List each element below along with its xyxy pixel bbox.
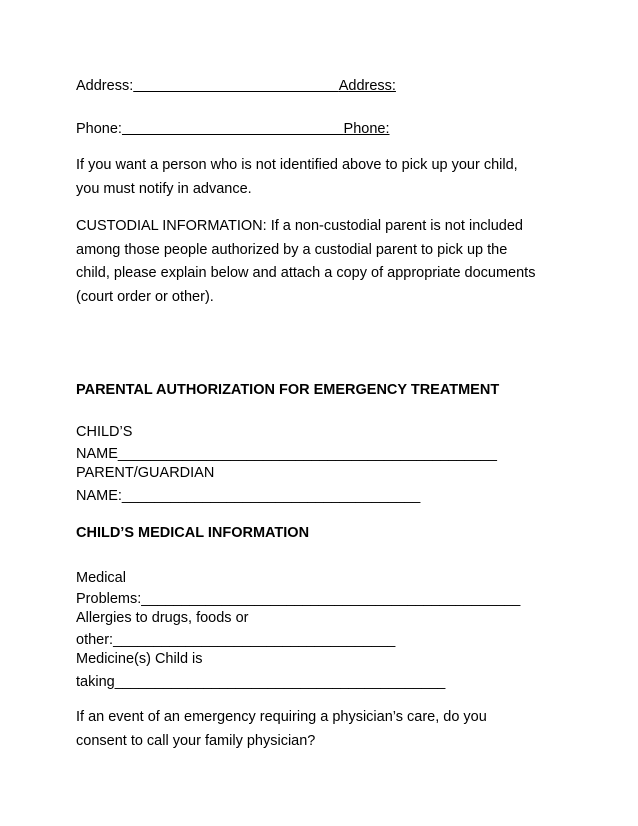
emergency-question-line-2: consent to call your family physician? [76,733,316,749]
pickup-notice-line-1: If you want a person who is not identified above to pick up your child, [76,157,518,173]
medical-problems-label: Medical [76,570,126,586]
phone-line-left[interactable] [122,117,344,141]
address-row [76,74,396,98]
child-name-field[interactable]: NAME_______________________________________________ [76,446,497,462]
phone-label-left: Phone: [76,121,122,137]
address-label-right: Address: [338,78,396,94]
emergency-question-line-1: If an event of an emergency requiring a physician’s care, do you [76,709,487,725]
child-name-label: CHILD’S [76,424,133,440]
medical-info-heading: CHILD’S MEDICAL INFORMATION [76,525,310,541]
parent-name-field[interactable]: NAME:_____________________________________ [76,488,421,504]
medical-problems-field[interactable]: Problems:_______________________________________________ [76,591,521,607]
medicine-label: Medicine(s) Child is [76,651,203,667]
address-line-left[interactable] [133,74,338,98]
allergies-field[interactable]: other:___________________________________ [76,632,396,648]
custodial-info-line-4: (court order or other). [76,289,214,305]
medicine-field[interactable]: taking_________________________________________ [76,674,446,690]
phone-label-right: Phone: [343,121,390,137]
pickup-notice-line-2: you must notify in advance. [76,181,252,197]
parental-authorization-heading: PARENTAL AUTHORIZATION FOR EMERGENCY TREATMENT [76,382,500,398]
parent-name-label: PARENT/GUARDIAN [76,465,215,481]
allergies-label: Allergies to drugs, foods or [76,610,249,626]
address-label-left: Address: [76,78,134,94]
custodial-info-line-3: child, please explain below and attach a copy of appropriate documents [76,265,536,281]
phone-row [76,117,390,141]
custodial-info-line-1: CUSTODIAL INFORMATION: If a non-custodial parent is not included [76,218,523,234]
custodial-info-line-2: among those people authorized by a custodial parent to pick up the [76,242,508,258]
